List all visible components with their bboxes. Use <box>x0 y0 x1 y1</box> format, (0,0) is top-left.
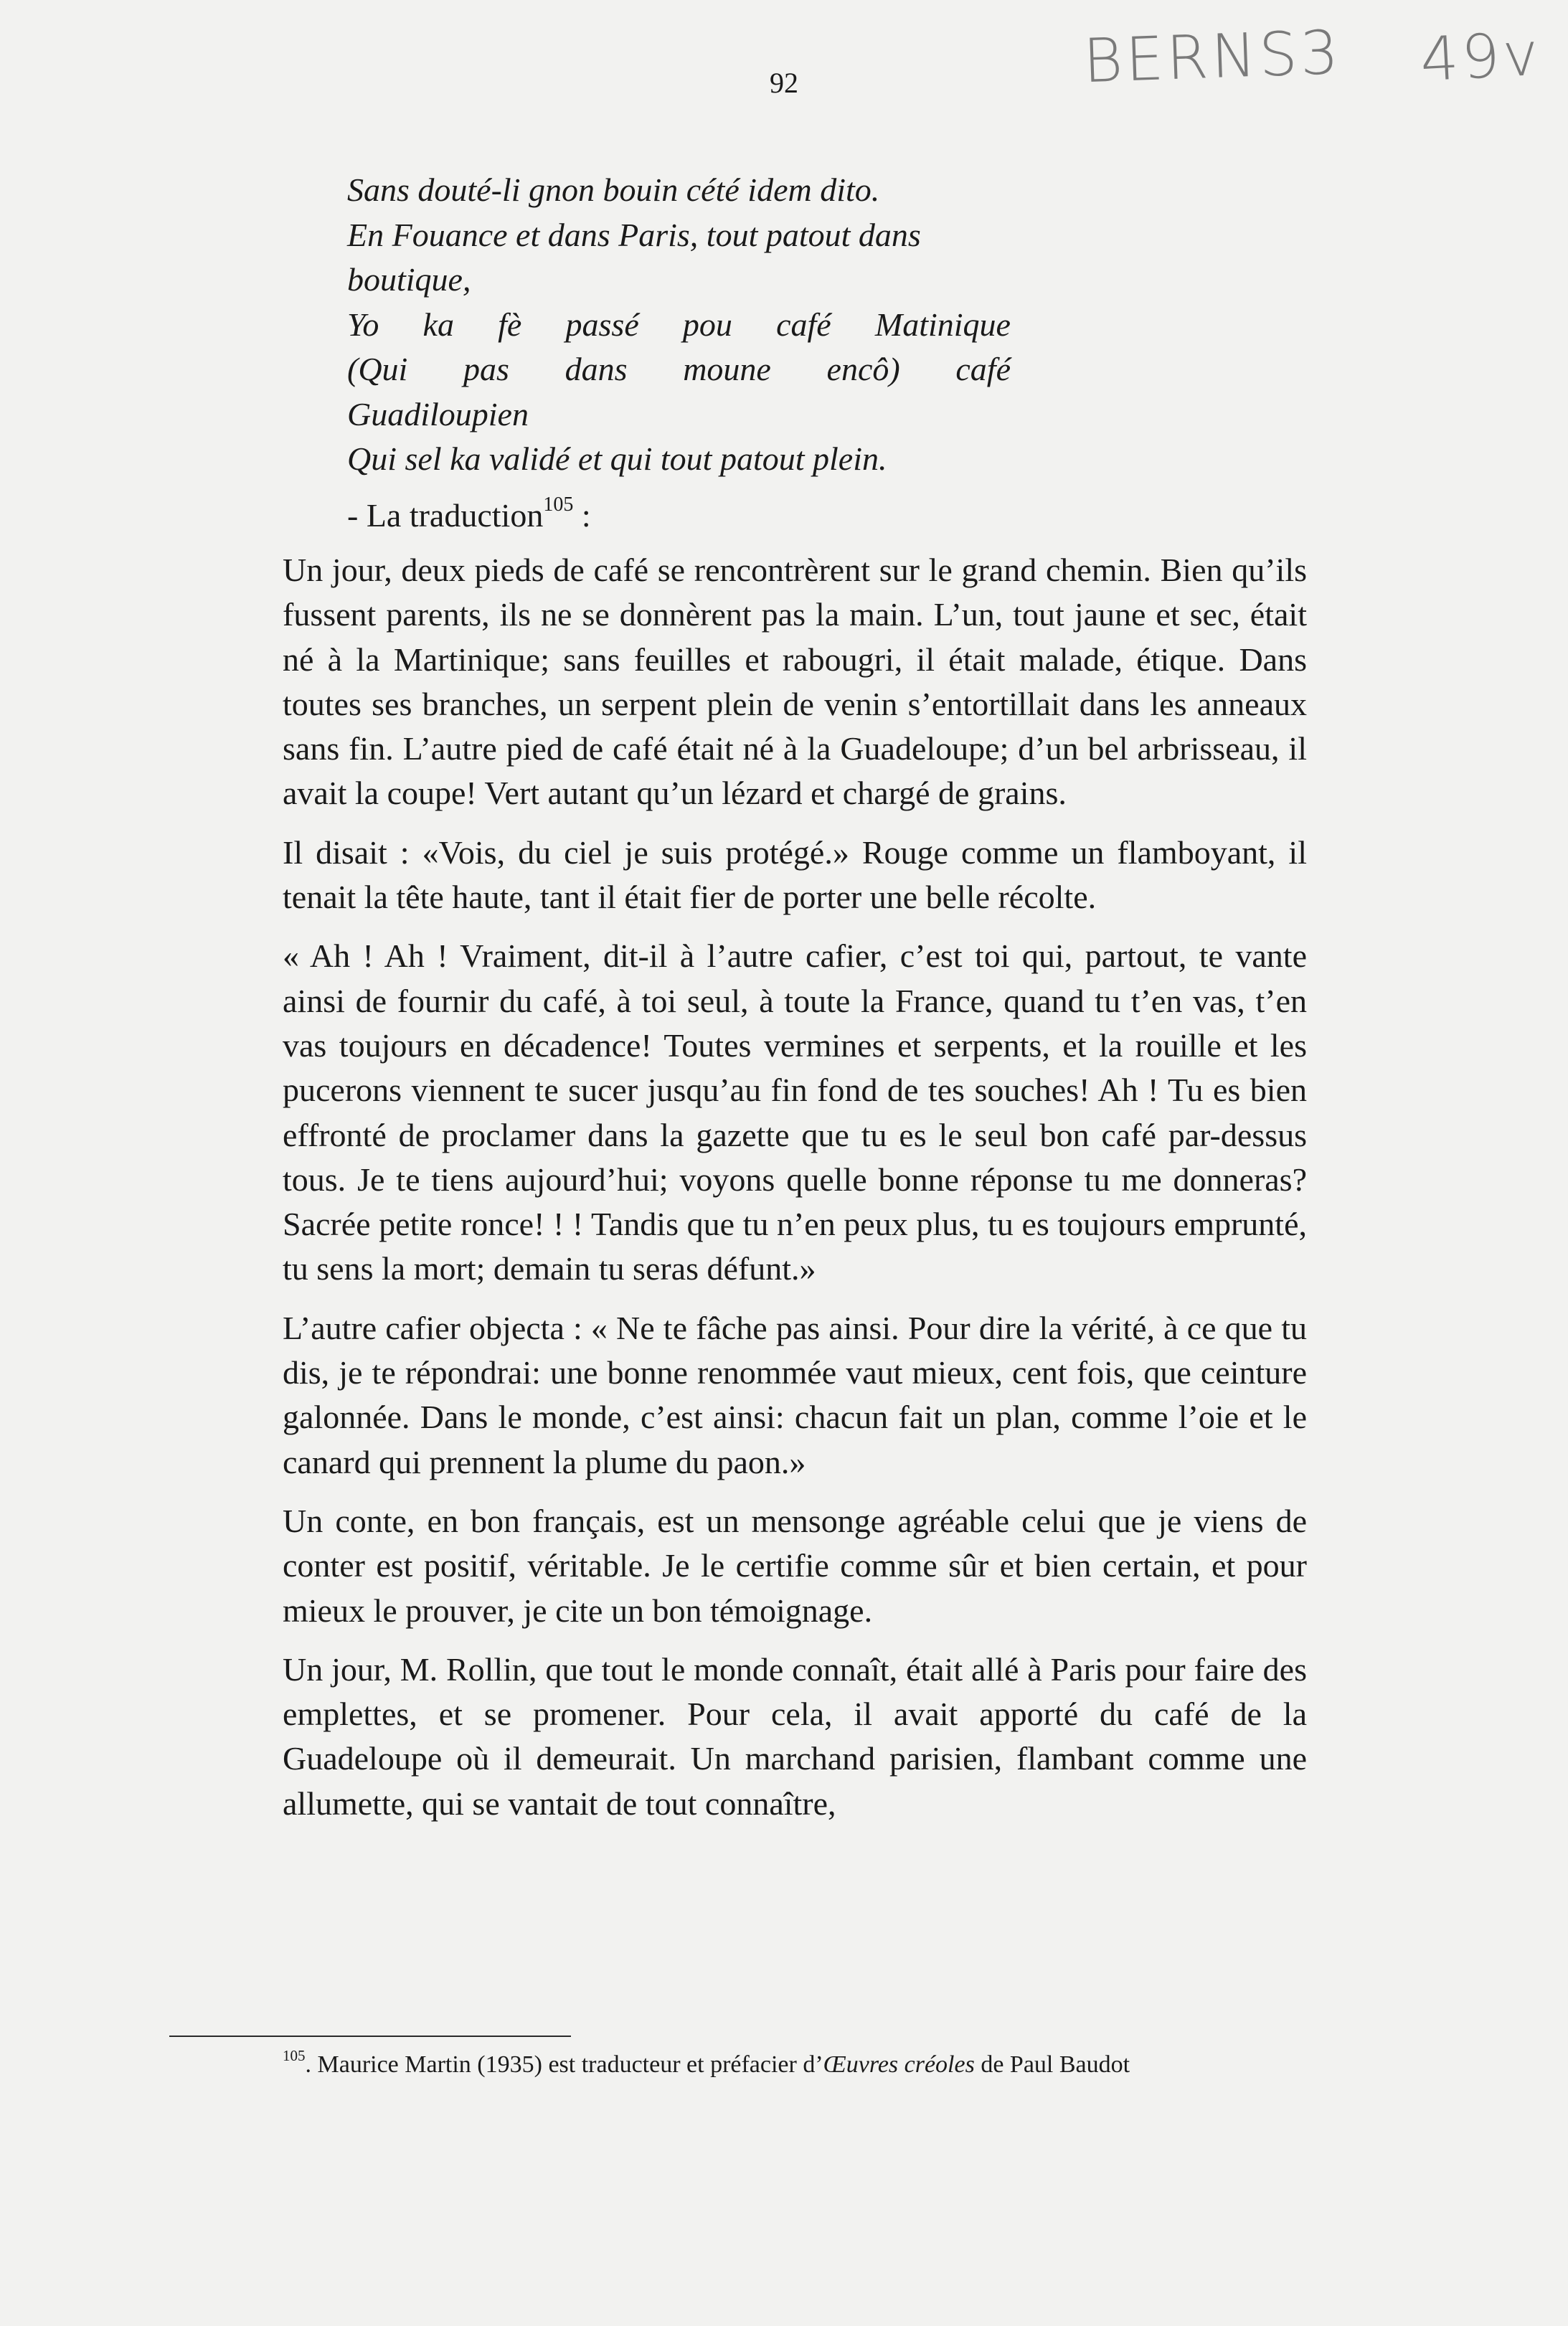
translation-label: - La traduction <box>347 497 544 534</box>
footnote-text: . Maurice Martin (1935) est traducteur et préfacier d’ <box>305 2051 823 2078</box>
poem-word: pas <box>463 351 509 387</box>
poem-word: fè <box>498 306 522 343</box>
creole-poem <box>347 168 1014 482</box>
footnote-divider <box>169 2036 571 2037</box>
paragraph: L’autre cafier objecta : « Ne te fâche pas ainsi. Pour dire la vérité, à ce que tu dis, je te répondrai: une bonne renommée vaut mieux, cent fois, que ceinture galonnée. Dans le monde, c’est ainsi: chacun fait un plan, comme l’oie et le canard qui prennent la plume du paon.» <box>283 1309 1307 1480</box>
folio-number: 49v <box>1418 18 1544 95</box>
translation-body <box>283 548 1307 1840</box>
poem-line-justified <box>347 347 1011 392</box>
poem-word: ka <box>422 306 454 343</box>
poem-line: boutique, <box>347 261 471 298</box>
footnote-reference: 105 <box>543 493 574 516</box>
poem-line: En Fouance et dans Paris, tout patout dans <box>347 216 921 253</box>
page-number: 92 <box>770 67 798 99</box>
poem-word: Matinique <box>874 306 1011 343</box>
poem-line-justified <box>347 303 1011 348</box>
paragraph: « Ah ! Ah ! Vraiment, dit-il à l’autre cafier, c’est toi qui, partout, te vante ainsi de fournir du café, à toi seul, à toute la France, quand tu t’en vas, t’en vas toujours en décadence! Toutes vermines et serpents, et la rouille et les pucerons viennent te sucer jusqu’au fin fond de tes souches! Ah ! Tu es bien effronté de proclamer dans la gazette que tu es le seul bon café par-dessus tous. Je te tiens aujourd’hui; voyons quelle bonne réponse tu me donneras? Sacrée petite ronce! ! ! Tandis que tu n’en peux plus, tu es toujours emprunté, tu sens la mort; demain tu seras défunt.» <box>283 937 1307 1287</box>
poem-word: café <box>776 306 831 343</box>
poem-word: dans <box>565 351 628 387</box>
poem-line: Qui sel ka validé et qui tout patout plein. <box>347 440 887 477</box>
footnote-number: 105 <box>283 2046 306 2064</box>
poem-word: (Qui <box>347 351 408 387</box>
paragraph: Un jour, M. Rollin, que tout le monde connaît, était allé à Paris pour faire des emplettes, et se promener. Pour cela, il avait apporté du café de la Guadeloupe où il demeurait. Un marchand parisien, flambant comme une allumette, qui se vantait de tout connaître, <box>283 1650 1307 1822</box>
poem-word: moune <box>683 351 771 387</box>
poem-word: encô) <box>826 351 900 387</box>
poem-word: pou <box>682 306 732 343</box>
footnote <box>283 2046 1130 2079</box>
poem-line: Sans douté-li gnon bouin cété idem dito. <box>347 171 880 208</box>
paragraph: Il disait : «Vois, du ciel je suis protégé.» Rouge comme un flamboyant, il tenait la tête haute, tant il était fier de porter une belle récolte. <box>283 833 1307 916</box>
paragraph: Un conte, en bon français, est un mensonge agréable celui que je viens de conter est positif, véritable. Je le certifie comme sûr et bien certain, et pour mieux le prouver, je cite un bon témoignage. <box>283 1502 1307 1629</box>
poem-word: café <box>955 351 1011 387</box>
translation-heading <box>347 493 591 534</box>
translation-label-suffix: : <box>573 497 591 534</box>
poem-word: passé <box>565 306 639 343</box>
poem-word: Yo <box>347 306 379 343</box>
poem-line: Guadiloupien <box>347 395 529 432</box>
paragraph: Un jour, deux pieds de café se rencontrèrent sur le grand chemin. Bien qu’ils fussent parents, ils ne se donnèrent pas la main. L’un, tout jaune et sec, était né à la Martinique; sans feuilles et rabougri, il était malade, étique. Dans toutes ses branches, un serpent plein de venin s’entortillait dans les anneaux sans fin. L’autre pied de café était né à la Guadeloupe; d’un bel arbrisseau, il avait la coupe! Vert autant qu’un lézard et chargé de grains. <box>283 552 1307 812</box>
footnote-text-end: de Paul Baudot <box>974 2051 1130 2078</box>
footnote-title: Œuvres créoles <box>823 2051 975 2078</box>
archive-code: BERNS3 <box>1082 16 1343 97</box>
